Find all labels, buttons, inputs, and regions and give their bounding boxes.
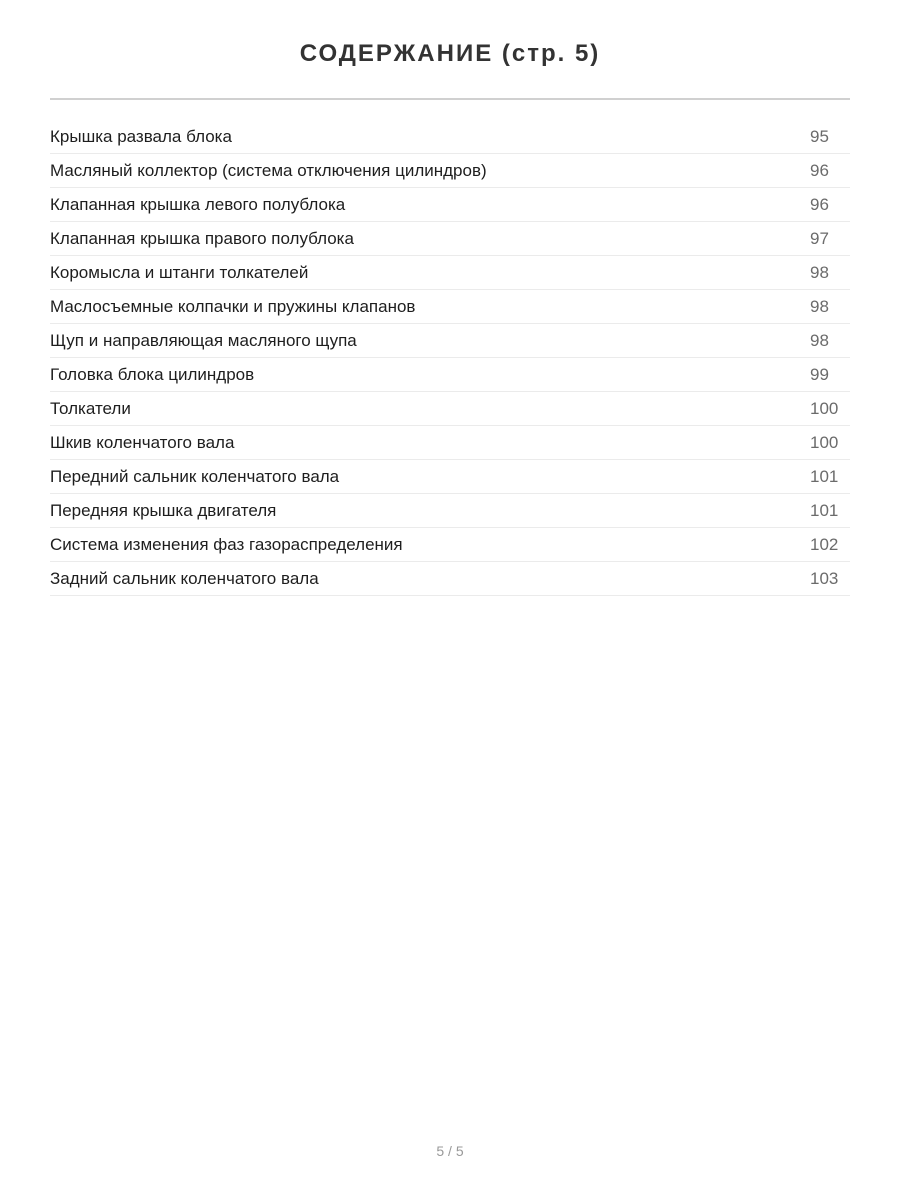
toc-entry[interactable] (50, 154, 850, 188)
toc-entry-page: 98 (810, 262, 829, 282)
toc-entry-page: 96 (810, 160, 829, 180)
toc-entry-title: Маслосъемные колпачки и пружины клапанов (50, 296, 416, 316)
toc-entry-title: Толкатели (50, 398, 131, 418)
toc-entry-title: Клапанная крышка правого полублока (50, 228, 354, 248)
toc-entry-title: Головка блока цилиндров (50, 364, 255, 384)
toc-entry[interactable] (50, 188, 850, 222)
toc-entry-title: Задний сальник коленчатого вала (50, 568, 319, 588)
page-pagination: 5 / 5 (436, 1143, 464, 1159)
toc-entry-title: Система изменения фаз газораспределения (50, 534, 403, 554)
toc-entry-page: 101 (810, 500, 839, 520)
toc-entry[interactable] (50, 562, 850, 596)
toc-entry[interactable] (50, 494, 850, 528)
toc-entry[interactable] (50, 222, 850, 256)
toc-entry-page: 99 (810, 364, 829, 384)
toc-entry-title: Клапанная крышка левого полублока (50, 194, 346, 214)
toc-entry-page: 95 (810, 126, 829, 146)
toc-entry[interactable] (50, 120, 850, 154)
toc-entry-page: 97 (810, 228, 829, 248)
title-divider (50, 98, 850, 100)
toc-entry-title: Коромысла и штанги толкателей (50, 262, 309, 282)
toc-entry-page: 98 (810, 296, 829, 316)
toc-entry[interactable] (50, 460, 850, 494)
toc-entry-page: 100 (810, 398, 839, 418)
toc-entry-page: 102 (810, 534, 839, 554)
toc-entry-page: 103 (810, 568, 839, 588)
toc-list (50, 120, 850, 596)
toc-entry-title: Щуп и направляющая масляного щупа (50, 330, 357, 350)
toc-entry[interactable] (50, 290, 850, 324)
toc-entry-page: 100 (810, 432, 839, 452)
toc-entry[interactable] (50, 358, 850, 392)
toc-entry-title: Передний сальник коленчатого вала (50, 466, 340, 486)
toc-entry-title: Передняя крышка двигателя (50, 500, 277, 520)
toc-entry[interactable] (50, 256, 850, 290)
toc-entry[interactable] (50, 324, 850, 358)
toc-entry[interactable] (50, 528, 850, 562)
toc-entry-page: 98 (810, 330, 829, 350)
page-title: СОДЕРЖАНИЕ (стр. 5) (299, 40, 601, 67)
toc-entry[interactable] (50, 392, 850, 426)
toc-entry-title: Шкив коленчатого вала (50, 432, 235, 452)
toc-entry-title: Крышка развала блока (50, 126, 232, 146)
toc-entry-title: Масляный коллектор (система отключения цилиндров) (50, 160, 487, 180)
toc-entry-page: 96 (810, 194, 829, 214)
toc-entry[interactable] (50, 426, 850, 460)
toc-entry-page: 101 (810, 466, 839, 486)
